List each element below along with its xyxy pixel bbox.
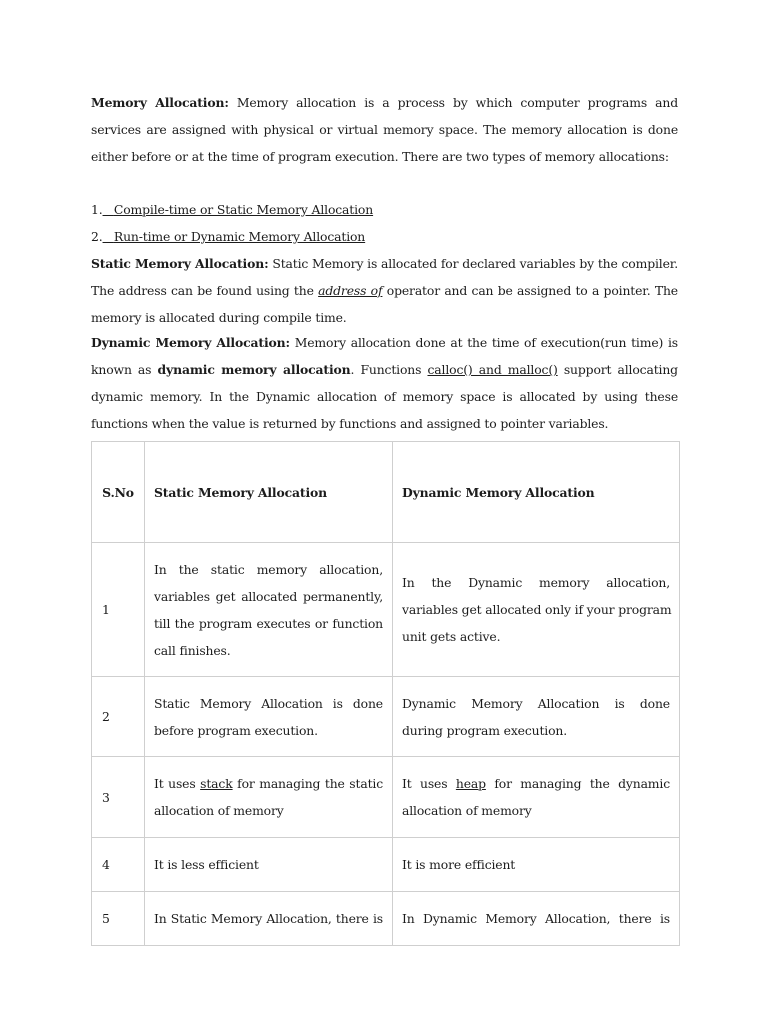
row-number: 1 — [92, 543, 145, 677]
list-number: 2. — [91, 229, 103, 244]
dynamic-cell — [393, 677, 680, 757]
static-cell — [145, 892, 393, 946]
cell-line: In the Dynamic memory allocation, — [402, 575, 670, 590]
table-row — [92, 838, 680, 892]
static-cell — [145, 757, 393, 838]
dynamic-cell — [393, 892, 680, 946]
cell-line: In Dynamic Memory Allocation, there is — [402, 911, 670, 926]
list-item-dynamic — [91, 223, 365, 250]
heap-link[interactable]: heap — [455, 776, 486, 791]
cell-line: variables get allocated only if your program — [402, 602, 672, 617]
static-term: Static Memory Allocation: — [91, 256, 269, 271]
static-cell — [145, 543, 393, 677]
dynamic-cell — [393, 543, 680, 677]
dynamic-text-1: Memory allocation done at the time of execution(run time) is — [294, 335, 678, 350]
header-sno: S.No — [92, 442, 145, 543]
static-cell — [145, 838, 393, 892]
header-static: Static Memory Allocation — [145, 442, 393, 543]
dynamic-cell — [393, 757, 680, 838]
cell-line: Static Memory Allocation is done — [154, 695, 383, 711]
row-number: 3 — [92, 757, 145, 838]
cell-line: It is less efficient — [154, 857, 259, 872]
intro-paragraph — [91, 89, 678, 170]
cell-line: It uses heap for managing the dynamic — [402, 776, 671, 791]
header-dynamic: Dynamic Memory Allocation — [393, 442, 680, 543]
dynamic-memory-allocation-bold: dynamic memory allocation — [157, 362, 351, 377]
cell-line: Dynamic Memory Allocation is done — [402, 695, 670, 711]
cell-line: during program execution. — [402, 722, 568, 738]
dynamic-line-3: dynamic memory. In the Dynamic allocation of memory space is allocated by using these — [91, 389, 678, 404]
cell-line: It uses stack for managing the static — [154, 776, 383, 791]
static-line-3: memory is allocated during compile time. — [91, 310, 347, 325]
cell-line: In the static memory allocation, — [154, 561, 383, 577]
address-of-link[interactable]: address of — [318, 283, 383, 298]
table-header-row — [92, 442, 680, 543]
dynamic-term: Dynamic Memory Allocation: — [91, 335, 290, 350]
stack-link[interactable]: stack — [200, 776, 233, 791]
cell-line: In Static Memory Allocation, there is — [154, 911, 383, 926]
list-label-run-time: Run-time or Dynamic Memory Allocation — [113, 229, 366, 244]
cell-line: allocation of memory — [402, 803, 532, 818]
intro-line-3: either before or at the time of program execution. There are two types of memory allocations: — [91, 149, 669, 164]
dynamic-cell — [393, 838, 680, 892]
static-line-1 — [91, 250, 678, 277]
list-item-static — [91, 196, 373, 223]
cell-line: till the program executes or function — [154, 615, 383, 631]
cell-line: variables get allocated permanently, — [154, 588, 383, 604]
dynamic-line-4: functions when the value is returned by functions and assigned to pointer variables. — [91, 416, 609, 431]
row-number: 5 — [92, 892, 145, 946]
cell-line: It is more efficient — [402, 857, 516, 872]
dynamic-line-1 — [91, 329, 678, 356]
table-row — [92, 543, 680, 677]
row-number: 2 — [92, 677, 145, 757]
calloc-malloc-link[interactable]: calloc() and malloc() — [427, 362, 558, 377]
dynamic-paragraph — [91, 329, 678, 437]
intro-line-1 — [91, 89, 678, 116]
memory-allocation-term: Memory Allocation: — [91, 95, 229, 110]
intro-text-1: Memory allocation is a process by which computer programs and — [236, 95, 678, 110]
list-label-compile-time: Compile-time or Static Memory Allocation — [113, 202, 374, 217]
static-line-2: The address can be found using the address of operator and can be assigned to a pointer. The — [91, 283, 678, 298]
static-paragraph — [91, 250, 678, 331]
cell-line: before program execution. — [154, 722, 318, 738]
dynamic-line-2: known as dynamic memory allocation. Functions calloc() and malloc() support allocating — [91, 362, 678, 377]
table-row — [92, 892, 680, 946]
table-row — [92, 677, 680, 757]
intro-line-2: services are assigned with physical or virtual memory space. The memory allocation is done — [91, 122, 678, 137]
comparison-table — [91, 441, 680, 946]
static-text-1: Static Memory is allocated for declared variables by the compiler. — [272, 256, 678, 271]
list-number: 1. — [91, 202, 103, 217]
row-number: 4 — [92, 838, 145, 892]
cell-line: allocation of memory — [154, 803, 284, 818]
table-row — [92, 757, 680, 838]
cell-line: call finishes. — [154, 642, 231, 658]
cell-line: unit gets active. — [402, 629, 501, 644]
static-cell — [145, 677, 393, 757]
